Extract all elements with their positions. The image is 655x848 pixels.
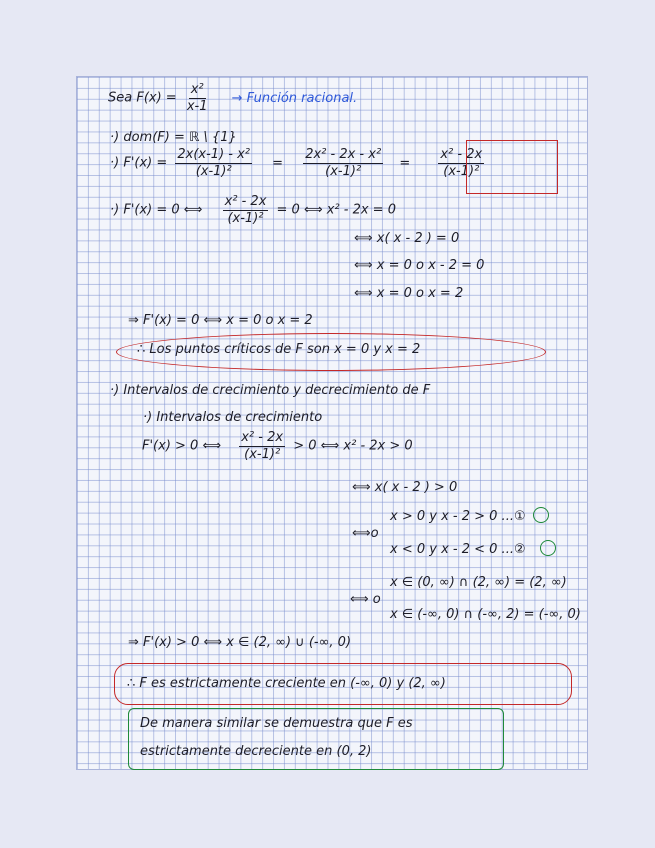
case-or-connector: ⟺o — [352, 526, 379, 541]
function-label: Sea F(x) = — [108, 90, 177, 106]
critical-equation-line — [110, 194, 396, 226]
increasing-result-highlight — [114, 663, 572, 705]
derivative-den-2: (x-1)² — [325, 163, 362, 179]
derivative-den-1: (x-1)² — [195, 163, 232, 179]
interval-case-1: x ∈ (0, ∞) ∩ (2, ∞) = (2, ∞) — [390, 575, 567, 590]
critical-denominator: (x-1)² — [227, 210, 264, 226]
factor-step: ⟺ x( x - 2 ) = 0 — [354, 231, 460, 246]
critical-points-highlight — [116, 333, 546, 371]
subsection-heading-increasing: ·) Intervalos de crecimiento — [143, 410, 323, 425]
critical-fraction — [223, 194, 269, 226]
positivity-numerator: x² - 2x — [241, 430, 284, 445]
interval-case-2: x ∈ (-∞, 0) ∩ (-∞, 2) = (-∞, 0) — [390, 607, 581, 622]
domain-line: ·) dom(F) = ℝ \ {1} — [110, 130, 237, 145]
positivity-rest: > 0 ⟺ x² - 2x > 0 — [293, 438, 413, 454]
derivative-result-num: x² - 2x — [440, 147, 483, 162]
function-fraction — [185, 82, 210, 114]
derivative-num-2: 2x² - 2x - x² — [305, 147, 382, 162]
function-numerator: x² — [190, 82, 204, 97]
critical-equation-label: ·) F'(x) = 0 ⟺ — [110, 202, 203, 218]
case-2: x < 0 y x - 2 < 0 ...② — [390, 542, 526, 557]
increasing-conclusion: ∴ F es estrictamente creciente en (-∞, 0) y (2, ∞) — [127, 676, 446, 691]
case-1: x > 0 y x - 2 > 0 ...① — [390, 509, 526, 524]
critical-equation-rest: = 0 ⟺ x² - 2x = 0 — [276, 202, 396, 218]
equals-sign: = — [272, 155, 284, 171]
equals-sign: = — [399, 155, 411, 171]
derivative-fraction-2 — [303, 147, 383, 179]
critical-points-statement: ∴ Los puntos críticos de F son x = 0 y x = 2 — [137, 342, 421, 357]
function-type-note: → Función racional. — [231, 90, 358, 106]
positivity-denominator: (x-1)² — [244, 446, 281, 462]
case-marker-circle-1 — [533, 507, 549, 523]
section-heading-monotonicity: ·) Intervalos de crecimiento y decrecimiento de F — [110, 383, 431, 398]
critical-conclusion-line: ⇒ F'(x) = 0 ⟺ x = 0 o x = 2 — [128, 313, 313, 328]
critical-numerator: x² - 2x — [224, 194, 267, 209]
positivity-condition-line — [142, 430, 413, 462]
decreasing-note-line-2: estrictamente decreciente en (0, 2) — [140, 744, 372, 759]
inequality-factor-step: ⟺ x( x - 2 ) > 0 — [352, 480, 458, 495]
zero-product-step: ⟺ x = 0 o x - 2 = 0 — [354, 258, 485, 273]
decreasing-note-box — [128, 708, 504, 770]
function-denominator: x-1 — [186, 98, 208, 114]
positivity-label: F'(x) > 0 ⟺ — [142, 438, 222, 454]
decreasing-note-line-1: De manera similar se demuestra que F es — [140, 716, 413, 731]
case-marker-circle-2 — [540, 540, 556, 556]
derivative-fraction-1 — [175, 147, 252, 179]
function-definition — [108, 82, 357, 114]
positivity-fraction — [239, 430, 285, 462]
derivative-label: ·) F'(x) = — [110, 155, 168, 171]
positivity-solution-line: ⇒ F'(x) > 0 ⟺ x ∈ (2, ∞) ∪ (-∞, 0) — [128, 635, 352, 650]
solution-step: ⟺ x = 0 o x = 2 — [354, 286, 464, 301]
derivative-result-box — [466, 140, 558, 194]
derivative-result-den: (x-1)² — [443, 163, 480, 179]
derivative-num-1: 2x(x-1) - x² — [177, 147, 251, 162]
derivative-line — [110, 147, 488, 179]
interval-or-connector: ⟺ o — [350, 592, 381, 607]
